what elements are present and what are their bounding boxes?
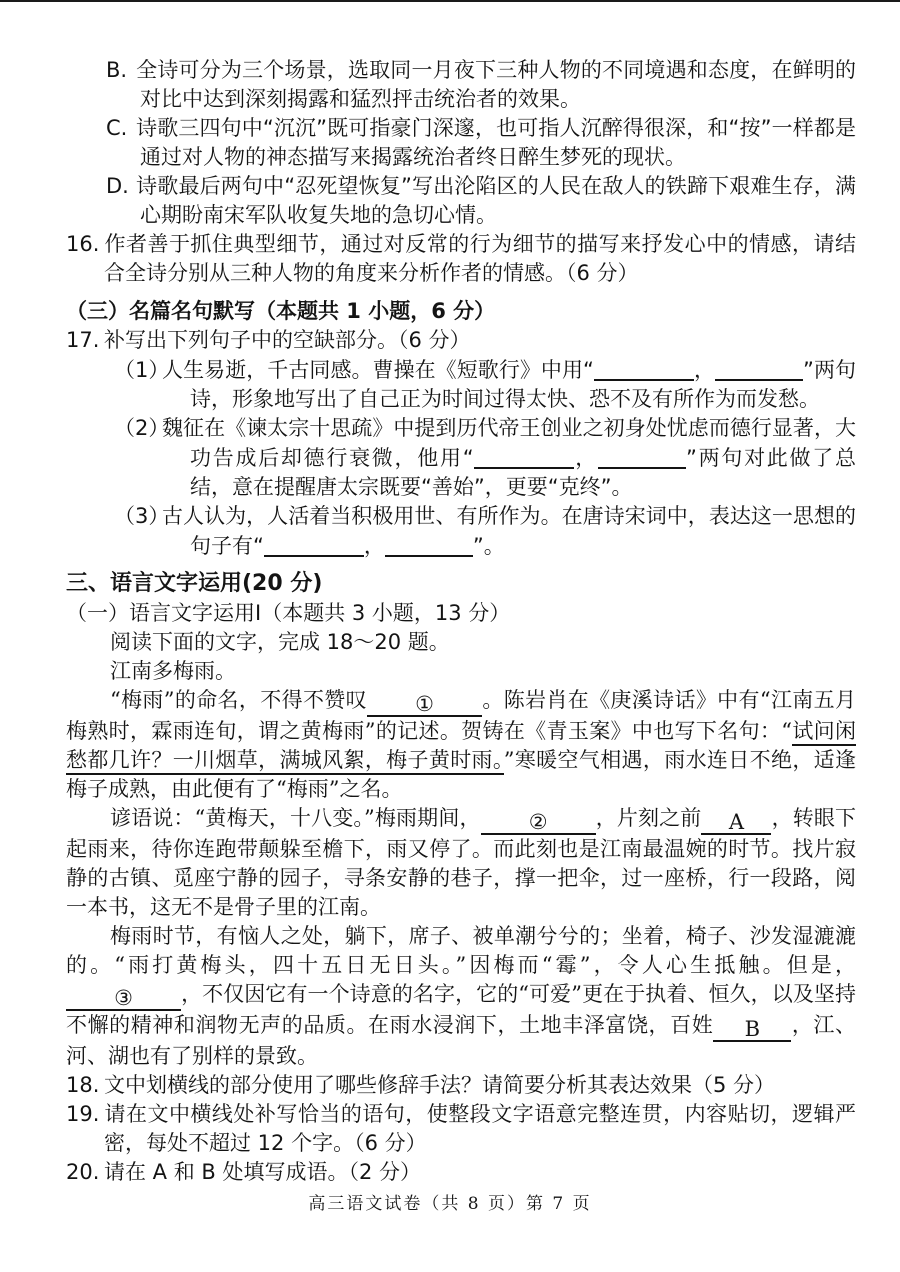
p3-text-a: 谚语说：“黄梅天，十八变。”梅雨期间， xyxy=(110,806,481,830)
q17-item-1-blank-2 xyxy=(715,355,803,381)
passage-paragraph-1: 江南多梅雨。 xyxy=(110,659,236,683)
blank-a xyxy=(701,809,771,835)
q17-item-2-comma: ， xyxy=(573,446,599,470)
question-18 xyxy=(66,1071,856,1100)
blank-1-circled-label: ① xyxy=(415,692,434,716)
question-19-text: 请在文中横线处补写恰当的语句，使整段文字语意完整连贯，内容贴切，逻辑严密，每处不超过 12 个字。（6 分） xyxy=(104,1102,856,1155)
question-18-text: 文中划横线的部分使用了哪些修辞手法？请简要分析其表达效果（5 分） xyxy=(104,1073,776,1097)
q17-item-1-blank-1 xyxy=(594,355,694,381)
option-d-text: 诗歌最后两句中“忍死望恢复”写出沦陷区的人民在敌人的铁蹄下艰难生存，满心期盼南宋军队收复失地的急切心情。 xyxy=(136,174,856,227)
q17-item-3 xyxy=(114,502,856,561)
option-b-label: B. xyxy=(106,58,128,82)
question-16 xyxy=(66,230,856,288)
q17-item-1-label: （1） xyxy=(114,358,170,382)
q17-item-2-post: ”两句对此做了总结，意在提醒唐太宗既要“善始”，更要“克终”。 xyxy=(190,446,856,499)
question-20-text: 请在 A 和 B 处填写成语。（2 分） xyxy=(104,1160,422,1184)
option-d-label: D. xyxy=(106,174,129,198)
q17-item-2-blank-1 xyxy=(474,443,574,469)
blank-b-letter-label: B xyxy=(744,1017,760,1041)
option-b xyxy=(106,56,856,114)
question-20-number: 20. xyxy=(66,1160,100,1184)
blank-3-circled-label: ③ xyxy=(114,986,133,1010)
question-19 xyxy=(66,1100,856,1158)
question-16-text: 作者善于抓住典型细节，通过对反常的行为细节的描写来抒发心中的情感，请结合全诗分别从三种人物的角度来分析作者的情感。（6 分） xyxy=(104,232,856,285)
p4-text-c: ，江、河、湖也有了别样的景致。 xyxy=(66,1013,857,1068)
option-c-text: 诗歌三四句中“沉沉”既可指豪门深邃，也可指人沉醉得很深，和“按”一样都是通过对人物的神态描写来揭露统治者终日醉生梦死的现状。 xyxy=(136,116,856,169)
q17-item-3-blank-1 xyxy=(264,531,364,557)
option-c-label: C. xyxy=(106,116,128,140)
question-17-number: 17. xyxy=(66,328,100,352)
scan-edge-artifact xyxy=(0,0,900,2)
question-17-text: 补写出下列句子中的空缺部分。（6 分） xyxy=(104,328,471,352)
q17-item-3-blank-2 xyxy=(385,531,473,557)
q17-item-1-comma: ， xyxy=(693,358,716,382)
p2-text-b: 。陈岩肖在《庚溪诗话》中有“江南五月梅熟时，霖雨连旬，谓之黄梅雨”的记述。贺铸在《青玉案》中也写下名句：“ xyxy=(66,688,856,743)
option-b-text: 全诗可分为三个场景，选取同一月夜下三种人物的不同境遇和态度，在鲜明的对比中达到深刻揭露和猛烈抨击统治者的效果。 xyxy=(136,58,856,111)
blank-3 xyxy=(66,985,181,1011)
q17-item-1 xyxy=(114,355,856,414)
p4-text-a: 梅雨时节，有恼人之处，躺下，席子、被单潮兮兮的；坐着，椅子、沙发湿漉漉的。“雨打黄梅头，四十五日无日头。”因梅而“霉”，令人心生抵触。但是， xyxy=(66,924,856,977)
q17-item-3-comma: ， xyxy=(363,534,385,558)
q17-item-1-pre: 人生易逝，千古同感。曹操在《短歌行》中用“ xyxy=(162,358,594,382)
blank-b xyxy=(713,1016,791,1042)
question-19-number: 19. xyxy=(66,1102,100,1126)
subsection-header-yunyong-1: （一）语言文字运用Ⅰ（本题共 3 小题，13 分） xyxy=(66,601,511,625)
question-16-number: 16. xyxy=(66,232,100,256)
reading-instruction: 阅读下面的文字，完成 18～20 题。 xyxy=(110,630,450,654)
q17-item-2-label: （2） xyxy=(114,416,170,440)
q17-item-2 xyxy=(114,414,856,502)
blank-1 xyxy=(367,691,482,717)
underlined-poem-quote: 试问闲愁都几许？一川烟草，满城风絮，梅子黄时雨。 xyxy=(66,719,856,775)
passage-paragraph-3 xyxy=(66,804,856,922)
p4-text-b: ，不仅因它有一个诗意的名字，它的“可爱”更在于执着、恒久，以及坚持不懈的精神和润物无声的品质。在雨水浸润下，土地丰泽富饶，百姓 xyxy=(66,982,856,1037)
q17-item-1-post: ”两句诗，形象地写出了自己正为时间过得太快、恐不及有所作为而发愁。 xyxy=(190,358,856,411)
q17-item-2-blank-2 xyxy=(598,443,686,469)
q17-item-2-pre: 魏征在《谏太宗十思疏》中提到历代帝王创业之初身处忧虑而德行显著，大功告成后却德行衰微，他用“ xyxy=(162,416,856,470)
q17-item-3-post: ”。 xyxy=(472,534,505,558)
section-header-yuyan-yunyong: 三、语言文字运用(20 分) xyxy=(66,571,323,596)
question-18-number: 18. xyxy=(66,1073,100,1097)
q17-item-3-label: （3） xyxy=(114,504,170,528)
blank-2 xyxy=(481,809,596,835)
q17-item-3-pre: 古人认为，人活着当积极用世、有所作为。在唐诗宋词中，表达这一思想的句子有“ xyxy=(162,504,856,558)
option-c xyxy=(106,114,856,172)
p3-text-c: ，转眼下起雨来，待你连跑带颠躲至檐下，雨又停了。而此刻也是江南最温婉的时节。找片寂静的古镇、觅座宁静的园子，寻条安静的巷子，撑一把伞，过一座桥，行一段路，阅一本书，这无不是骨子里的江南。 xyxy=(66,806,857,919)
page-footer: 高三语文试卷（共 8 页）第 7 页 xyxy=(308,1194,592,1214)
p2-text-a: “梅雨”的命名，不得不赞叹 xyxy=(110,688,367,712)
reading-passage xyxy=(66,657,856,1071)
question-17 xyxy=(66,326,856,355)
option-d xyxy=(106,172,856,230)
p3-text-b: ，片刻之前 xyxy=(595,806,702,830)
section-header-mingju-moxie: （三）名篇名句默写（本题共 1 小题，6 分） xyxy=(66,299,496,323)
question-20 xyxy=(66,1158,856,1187)
passage-paragraph-2 xyxy=(66,686,856,804)
blank-2-circled-label: ② xyxy=(528,810,548,834)
p2-text-c: ”寒暖空气相遇，雨水连日不绝，适逢梅子成熟，由此便有了“梅雨”之名。 xyxy=(66,748,857,801)
passage-paragraph-4 xyxy=(66,922,856,1071)
blank-a-letter-label: A xyxy=(728,810,745,834)
